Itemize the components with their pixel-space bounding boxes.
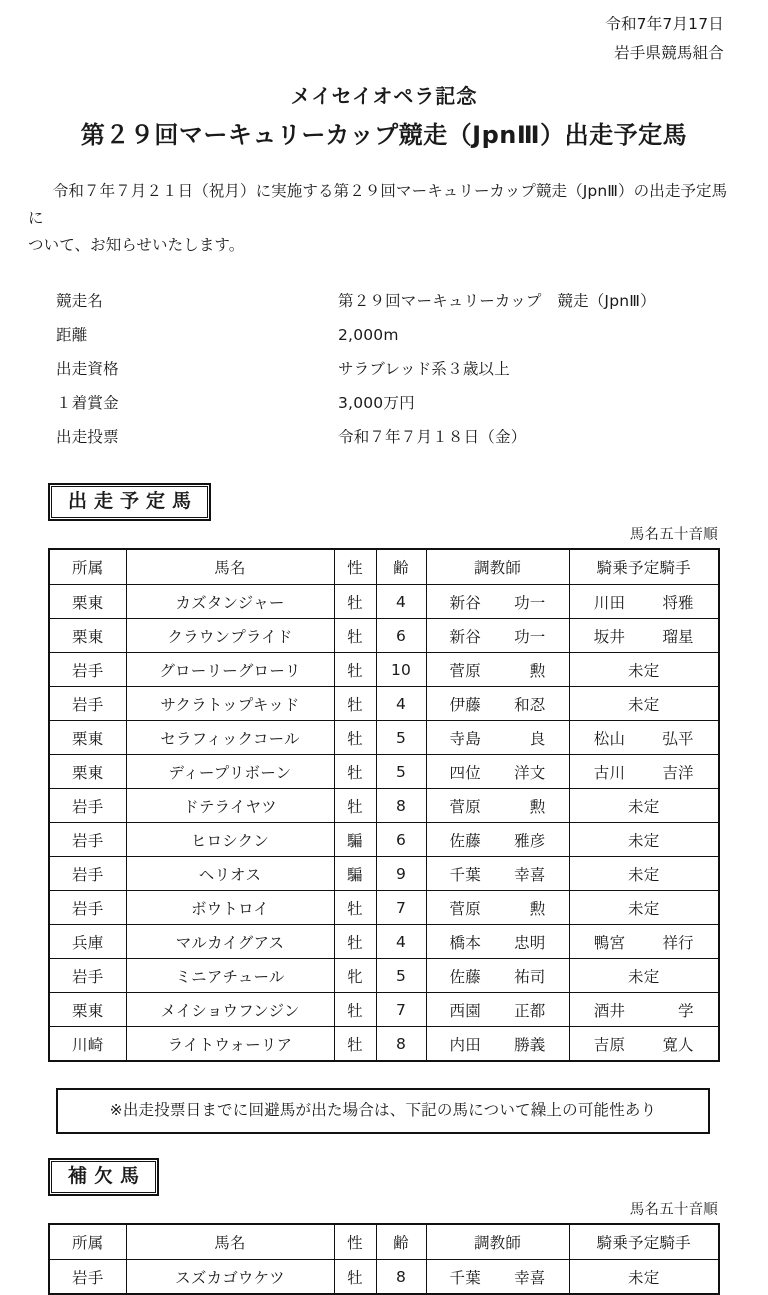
- cell-age: 9: [376, 857, 426, 891]
- table-row: [49, 959, 719, 993]
- cell-jockey: [569, 755, 719, 789]
- cell-stable: 栗東: [49, 585, 126, 619]
- person-name: [450, 931, 546, 953]
- family-name: 寺島: [449, 729, 481, 748]
- detail-value: サラブレッド系３歳以上: [338, 360, 510, 378]
- cell-sex: 牡: [334, 1260, 376, 1295]
- family-name: 菅原: [449, 661, 481, 680]
- cell-stable: 岩手: [49, 687, 126, 721]
- cell-sex: 牡: [334, 653, 376, 687]
- cell-stable: 岩手: [49, 891, 126, 925]
- entries-table: [48, 548, 720, 1062]
- cell-stable: 岩手: [49, 653, 126, 687]
- family-name: 川田: [593, 593, 626, 612]
- given-name: 将雅: [662, 593, 694, 612]
- given-name: 雅彦: [514, 831, 546, 850]
- cell-sex: 牡: [334, 891, 376, 925]
- cell-sex: 騙: [334, 857, 376, 891]
- cell-sex: 牡: [334, 789, 376, 823]
- cell-jockey: [569, 857, 719, 891]
- cell-jockey: [569, 1260, 719, 1295]
- given-name: 瑠星: [662, 627, 694, 646]
- family-name: 千葉: [449, 1268, 481, 1287]
- cell-horse-name: ヒロシクン: [126, 823, 334, 857]
- cell-jockey: [569, 1027, 719, 1062]
- cell-horse-name: グローリーグローリ: [126, 653, 334, 687]
- family-name: 古川: [593, 763, 626, 782]
- cell-sex: 牡: [334, 585, 376, 619]
- issuer-name: 岩手県競馬組合: [614, 44, 724, 62]
- cell-stable: 岩手: [49, 823, 126, 857]
- column-header-age: 齢: [376, 1224, 426, 1260]
- given-name: 勲: [529, 797, 546, 816]
- detail-row: [56, 391, 768, 425]
- intro-line-1: 令和７年７月２１日（祝月）に実施する第２９回マーキュリーカップ競走（JpnⅢ）の出走予定馬に: [28, 182, 728, 227]
- column-header-horse: 馬名: [126, 1224, 334, 1260]
- family-name: 西園: [449, 1001, 481, 1020]
- detail-label: 競走名: [56, 292, 104, 310]
- cell-horse-name: サクラトップキッド: [126, 687, 334, 721]
- table-row: [49, 925, 719, 959]
- person-name: [450, 1266, 546, 1288]
- cell-trainer: [426, 653, 569, 687]
- cell-age: 5: [376, 959, 426, 993]
- column-header-sex: 性: [334, 1224, 376, 1260]
- cell-sex: 牡: [334, 925, 376, 959]
- table-row: [49, 755, 719, 789]
- family-name: 坂井: [593, 627, 626, 646]
- cell-trainer: [426, 1260, 569, 1295]
- cell-horse-name: ライトウォーリア: [126, 1027, 334, 1062]
- family-name: 新谷: [449, 593, 481, 612]
- given-name: 寛人: [662, 1035, 694, 1054]
- person-name: 未定: [628, 899, 660, 918]
- family-name: 千葉: [449, 865, 481, 884]
- cell-trainer: [426, 721, 569, 755]
- family-name: 新谷: [449, 627, 481, 646]
- cell-trainer: [426, 925, 569, 959]
- cell-sex: 牡: [334, 721, 376, 755]
- cell-trainer: [426, 789, 569, 823]
- family-name: 松山: [593, 729, 626, 748]
- person-name: 未定: [628, 865, 660, 884]
- table-header-row: [49, 549, 719, 585]
- cell-stable: 岩手: [49, 789, 126, 823]
- given-name: 勲: [529, 899, 546, 918]
- cell-jockey: [569, 993, 719, 1027]
- cell-trainer: [426, 857, 569, 891]
- cell-horse-name: スズカゴウケツ: [126, 1260, 334, 1295]
- given-name: 功一: [514, 627, 546, 646]
- cell-jockey: [569, 823, 719, 857]
- family-name: 酒井: [593, 1001, 626, 1020]
- detail-value: 3,000万円: [338, 394, 415, 412]
- person-name: [450, 795, 546, 817]
- cell-age: 4: [376, 585, 426, 619]
- column-header-horse: 馬名: [126, 549, 334, 585]
- table-row: [49, 891, 719, 925]
- given-name: 功一: [514, 593, 546, 612]
- given-name: 洋文: [514, 763, 546, 782]
- cell-jockey: [569, 789, 719, 823]
- person-name: [450, 1033, 546, 1055]
- person-name: [450, 897, 546, 919]
- detail-row: [56, 323, 768, 357]
- cell-horse-name: ヘリオス: [126, 857, 334, 891]
- cell-age: 4: [376, 925, 426, 959]
- notice-box: ※出走投票日までに回避馬が出た場合は、下記の馬について繰上の可能性あり: [56, 1088, 710, 1134]
- person-name: 未定: [628, 797, 660, 816]
- cell-sex: 牡: [334, 619, 376, 653]
- cell-age: 5: [376, 755, 426, 789]
- person-name: 未定: [628, 695, 660, 714]
- person-name: 未定: [628, 1268, 660, 1287]
- cell-trainer: [426, 993, 569, 1027]
- given-name: 勲: [529, 661, 546, 680]
- cell-jockey: [569, 653, 719, 687]
- cell-horse-name: メイショウフンジン: [126, 993, 334, 1027]
- family-name: 伊藤: [449, 695, 481, 714]
- cell-horse-name: マルカイグアス: [126, 925, 334, 959]
- cell-stable: 川崎: [49, 1027, 126, 1062]
- cell-stable: 岩手: [49, 1260, 126, 1295]
- person-name: [450, 727, 546, 749]
- column-header-stable: 所属: [49, 549, 126, 585]
- cell-stable: 岩手: [49, 857, 126, 891]
- given-name: 勝義: [514, 1035, 546, 1054]
- race-details-list: [0, 289, 768, 459]
- column-header-jockey: 騎乗予定騎手: [569, 549, 719, 585]
- cell-sex: 牡: [334, 1027, 376, 1062]
- cell-age: 5: [376, 721, 426, 755]
- cell-age: 6: [376, 823, 426, 857]
- cell-jockey: [569, 925, 719, 959]
- page-title: 第２９回マーキュリーカップ競走（JpnⅢ）出走予定馬: [80, 121, 688, 149]
- person-name: [594, 625, 694, 647]
- person-name: [450, 863, 546, 885]
- family-name: 佐藤: [449, 967, 481, 986]
- person-name: [450, 625, 546, 647]
- intro-paragraph: [28, 178, 738, 259]
- entries-order-note: 馬名五十音順: [629, 527, 718, 543]
- cell-stable: 岩手: [49, 959, 126, 993]
- cell-horse-name: ボウトロイ: [126, 891, 334, 925]
- cell-sex: 騙: [334, 823, 376, 857]
- table-row: [49, 721, 719, 755]
- document-header: [0, 0, 768, 68]
- cell-trainer: [426, 891, 569, 925]
- given-name: 良: [529, 729, 546, 748]
- person-name: [594, 727, 694, 749]
- table-row: [49, 823, 719, 857]
- cell-age: 8: [376, 1260, 426, 1295]
- cell-trainer: [426, 1027, 569, 1062]
- cell-sex: 牡: [334, 993, 376, 1027]
- cell-age: 6: [376, 619, 426, 653]
- table-row: [49, 619, 719, 653]
- cell-trainer: [426, 687, 569, 721]
- cell-sex: 牡: [334, 687, 376, 721]
- cell-trainer: [426, 585, 569, 619]
- column-header-sex: 性: [334, 549, 376, 585]
- cell-horse-name: クラウンプライド: [126, 619, 334, 653]
- detail-row: [56, 289, 768, 323]
- cell-horse-name: ドテライヤツ: [126, 789, 334, 823]
- cell-jockey: [569, 891, 719, 925]
- detail-value: 2,000m: [338, 326, 399, 344]
- cell-horse-name: カズタンジャー: [126, 585, 334, 619]
- table-row: [49, 993, 719, 1027]
- table-row: [49, 857, 719, 891]
- cell-horse-name: ミニアチュール: [126, 959, 334, 993]
- cell-age: 8: [376, 1027, 426, 1062]
- intro-line-2: ついて、お知らせいたします。: [28, 236, 245, 254]
- person-name: 未定: [628, 661, 660, 680]
- person-name: 未定: [628, 831, 660, 850]
- cell-stable: 栗東: [49, 721, 126, 755]
- reserve-section-heading-label: 補欠馬: [51, 1161, 156, 1193]
- table-header-row: [49, 1224, 719, 1260]
- reserve-section-heading: [48, 1158, 159, 1196]
- cell-stable: 栗東: [49, 619, 126, 653]
- subtitle: メイセイオペラ記念: [290, 84, 478, 108]
- table-row: [49, 789, 719, 823]
- person-name: [450, 659, 546, 681]
- person-name: [450, 591, 546, 613]
- cell-jockey: [569, 721, 719, 755]
- cell-age: 8: [376, 789, 426, 823]
- cell-stable: 兵庫: [49, 925, 126, 959]
- cell-jockey: [569, 687, 719, 721]
- person-name: [450, 829, 546, 851]
- detail-label: 出走資格: [56, 360, 119, 378]
- cell-stable: 栗東: [49, 993, 126, 1027]
- family-name: 佐藤: [449, 831, 481, 850]
- column-header-age: 齢: [376, 549, 426, 585]
- person-name: [594, 591, 694, 613]
- given-name: 幸喜: [514, 1268, 546, 1287]
- cell-age: 7: [376, 993, 426, 1027]
- given-name: 弘平: [662, 729, 694, 748]
- cell-stable: 栗東: [49, 755, 126, 789]
- cell-horse-name: セラフィックコール: [126, 721, 334, 755]
- person-name: [450, 761, 546, 783]
- table-row: [49, 585, 719, 619]
- column-header-trainer: 調教師: [426, 1224, 569, 1260]
- given-name: 忠明: [514, 933, 546, 952]
- detail-row: [56, 425, 768, 459]
- given-name: 吉洋: [662, 763, 694, 782]
- family-name: 鴨宮: [593, 933, 626, 952]
- detail-label: 出走投票: [56, 428, 119, 446]
- column-header-trainer: 調教師: [426, 549, 569, 585]
- given-name: 祐司: [514, 967, 546, 986]
- person-name: [594, 931, 694, 953]
- cell-age: 7: [376, 891, 426, 925]
- cell-trainer: [426, 619, 569, 653]
- family-name: 橋本: [449, 933, 481, 952]
- detail-label: １着賞金: [56, 394, 119, 412]
- column-header-stable: 所属: [49, 1224, 126, 1260]
- title-block: [0, 82, 768, 152]
- person-name: [450, 999, 546, 1021]
- cell-sex: 牡: [334, 755, 376, 789]
- family-name: 吉原: [593, 1035, 626, 1054]
- cell-jockey: [569, 619, 719, 653]
- family-name: 四位: [449, 763, 481, 782]
- cell-age: 10: [376, 653, 426, 687]
- cell-jockey: [569, 959, 719, 993]
- given-name: 学: [678, 1001, 694, 1020]
- cell-trainer: [426, 823, 569, 857]
- detail-value: 令和７年７月１８日（金）: [338, 428, 527, 446]
- family-name: 内田: [449, 1035, 481, 1054]
- entries-section-heading-label: 出走予定馬: [51, 486, 208, 518]
- cell-trainer: [426, 959, 569, 993]
- entries-section-heading: [48, 483, 211, 521]
- family-name: 菅原: [449, 797, 481, 816]
- cell-horse-name: ディープリボーン: [126, 755, 334, 789]
- person-name: [450, 693, 546, 715]
- cell-trainer: [426, 755, 569, 789]
- cell-age: 4: [376, 687, 426, 721]
- issue-date: 令和7年7月17日: [605, 15, 724, 33]
- given-name: 正都: [514, 1001, 546, 1020]
- cell-sex: 牝: [334, 959, 376, 993]
- given-name: 幸喜: [514, 865, 546, 884]
- table-row: [49, 1260, 719, 1295]
- detail-row: [56, 357, 768, 391]
- table-row: [49, 687, 719, 721]
- reserve-table: [48, 1223, 720, 1295]
- column-header-jockey: 騎乗予定騎手: [569, 1224, 719, 1260]
- cell-jockey: [569, 585, 719, 619]
- detail-value: 第２９回マーキュリーカップ 競走（JpnⅢ）: [338, 292, 656, 310]
- person-name: [594, 999, 694, 1021]
- given-name: 祥行: [662, 933, 694, 952]
- person-name: [594, 761, 694, 783]
- table-row: [49, 1027, 719, 1062]
- person-name: [594, 1033, 694, 1055]
- person-name: 未定: [628, 967, 660, 986]
- table-row: [49, 653, 719, 687]
- family-name: 菅原: [449, 899, 481, 918]
- reserve-order-note: 馬名五十音順: [629, 1202, 718, 1218]
- given-name: 和忍: [514, 695, 546, 714]
- detail-label: 距離: [56, 326, 88, 344]
- person-name: [450, 965, 546, 987]
